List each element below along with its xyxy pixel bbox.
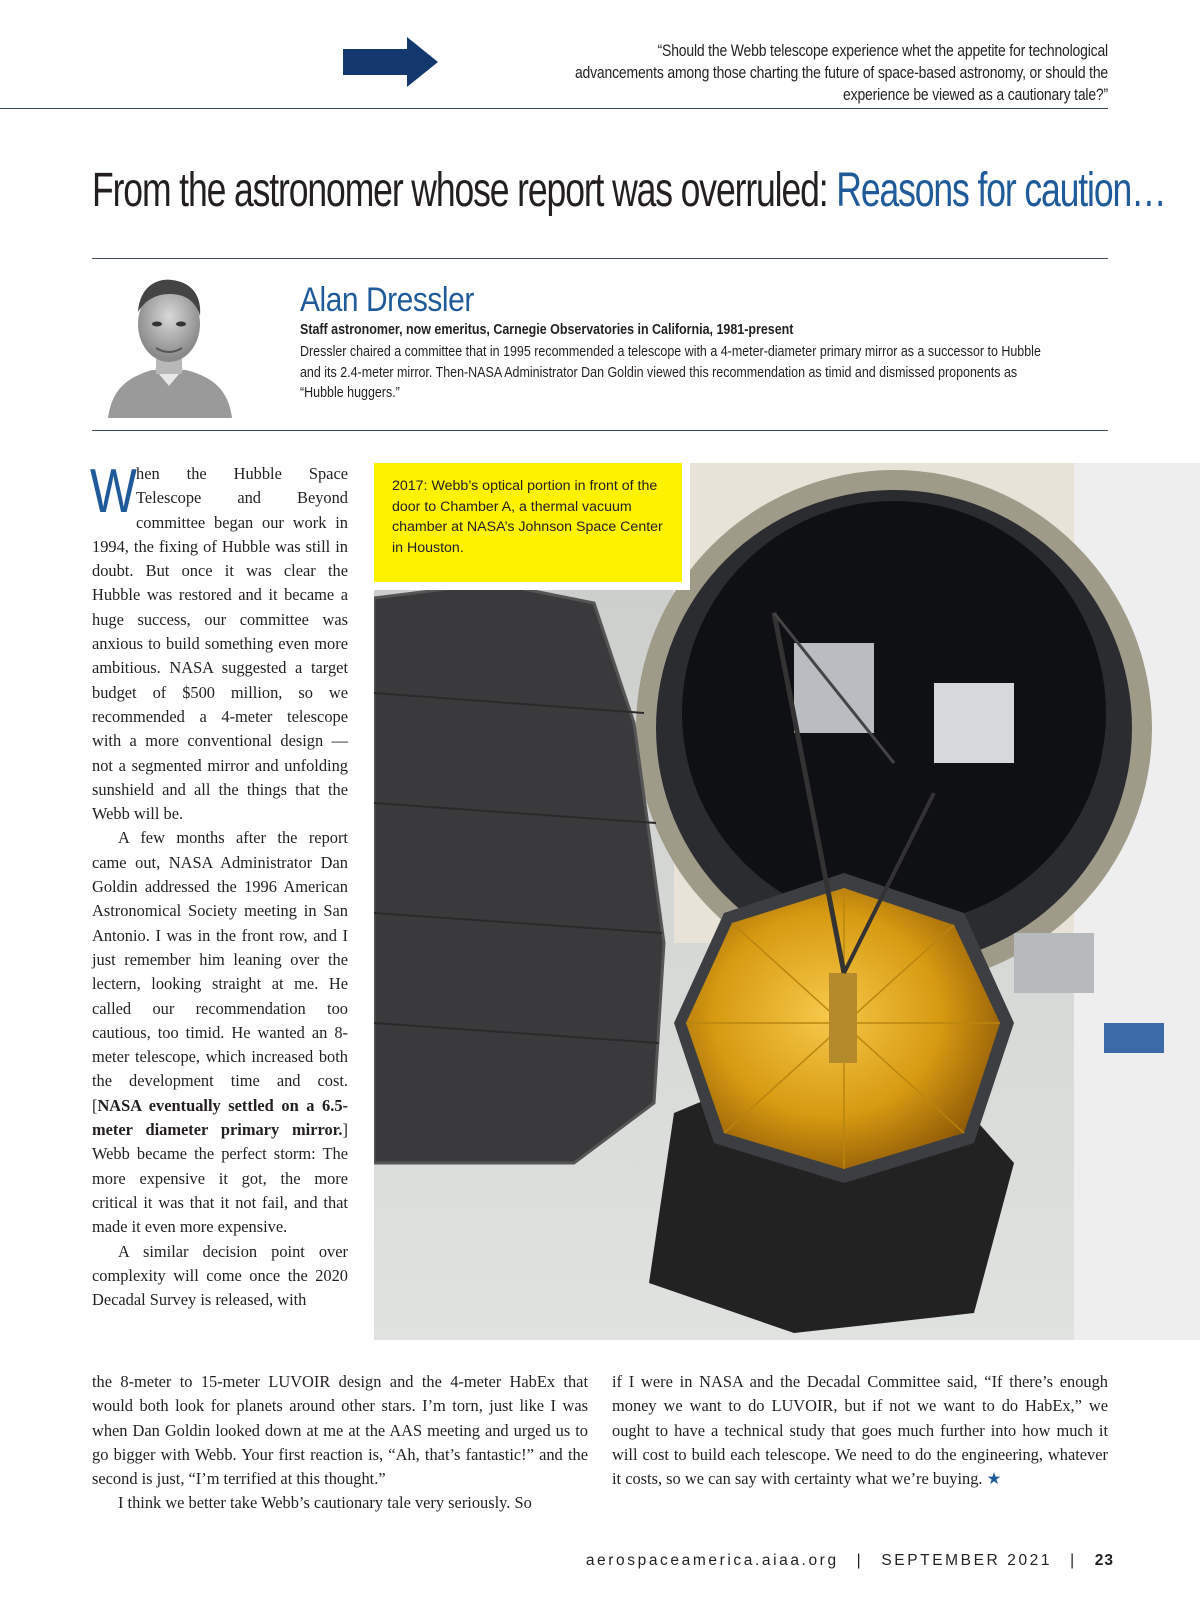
- headline-lead: From the astronomer whose report was overruled:: [92, 164, 837, 217]
- profile-top-divider: [92, 258, 1108, 259]
- headline-accent: Reasons for caution…: [836, 164, 1166, 217]
- footer-separator-2: |: [1070, 1552, 1077, 1569]
- profile-bio: Dressler chaired a committee that in 1995 recommended a telescope with a 4-meter-diameter primary mirror as a successor to Hubble and its 2.4-meter mirror. Then-NASA Administrator Dan Goldin viewed this recommendation as timid and dismissed proponents as “Hubble huggers.”: [300, 344, 1041, 401]
- page-footer: [586, 1552, 1114, 1570]
- footer-issue: SEPTEMBER 2021: [881, 1552, 1053, 1569]
- profile-bottom-divider: [92, 430, 1108, 431]
- editor-note: NASA eventually settled on a 6.5-meter diameter primary mirror.: [92, 1095, 348, 1140]
- paragraph-1: [90, 457, 348, 826]
- headline: [92, 163, 1166, 219]
- pull-quote: “Should the Webb telescope experience whet the appetite for technological advancements among those charting the future of space-based astronomy, or should the experience be viewed as a cautionary tale?”: [574, 41, 1108, 104]
- article-column-bottom-left: [92, 1370, 588, 1516]
- top-divider: [0, 108, 1108, 109]
- paragraph-3-start: A similar decision point over complexity will come once the 2020 Decadal Survey is released, with: [92, 1241, 348, 1310]
- paragraph-2: A few months after the report came out, NASA Administrator Dan Goldin addressed the 1996 American Astronomical Society meeting in San Antonio. I was in the front row, and I just remember him leaning over the lectern, looking straight at me. He called our recommendation too cautious, too timid. He wanted an 8-meter telescope, which increased both the development time and cost. [NASA eventually settled on a 6.5-meter diameter primary mirror.] Webb became the perfect storm: The more expensive it got, the more critical it was that it not fail, and that made it even more expensive.: [92, 828, 348, 1237]
- article-column-bottom-right: [612, 1370, 1108, 1491]
- profile-role: Staff astronomer, now emeritus, Carnegie Observatories in California, 1981-present: [300, 322, 794, 338]
- paragraph-4-continued: if I were in NASA and the Decadal Committee said, “If there’s enough money we want to do LUVOIR, but if not we want to do HabEx,” we ought to have a technical study that goes much further into how much it will cost to build each telescope. We need to do the engineering, whatever it costs, so we can say with certainty what we’re buying. ★: [612, 1372, 1108, 1489]
- portrait-photo: [104, 268, 234, 418]
- page-number: 23: [1094, 1552, 1114, 1569]
- profile-name: Alan Dressler: [300, 281, 474, 319]
- drop-cap: W: [90, 457, 137, 526]
- footer-site: aerospaceamerica.aiaa.org: [585, 1552, 839, 1569]
- footer-separator: |: [856, 1552, 864, 1569]
- photo-caption: 2017: Webb’s optical portion in front of the door to Chamber A, a thermal vacuum chamber at NASA’s Johnson Space Center in Houston.: [374, 463, 682, 582]
- paragraph-1-text: hen the Hubble Space Telescope and Beyond committee began our work in 1994, the fixing of Hubble was still in doubt. But once it was clear the Hubble was restored and it became a huge success, our committee was anxious to build something even more ambitious. NASA suggested a target budget of $500 million, so we recommended a 4-meter telescope with a more conventional design — not a segmented mirror and unfolding sunshield and all the things that the Webb will be.: [92, 464, 348, 824]
- paragraph-3-continued: the 8-meter to 15-meter LUVOIR design and the 4-meter HabEx that would both look for planets around other stars. I’m torn, just like I was when Dan Goldin looked down at me at the AAS meeting and urged us to go bigger with Webb. Your first reaction is, “Ah, that’s fantastic!” and the second is just, “I’m terrified at this thought.”: [92, 1372, 588, 1489]
- paragraph-4-start: I think we better take Webb’s cautionary tale very seriously. So: [118, 1493, 532, 1513]
- article-column-left: [90, 457, 348, 1312]
- webb-telescope-photo: [374, 463, 1200, 1340]
- arrow-icon: [343, 37, 438, 87]
- end-star-icon: ★: [986, 1469, 1002, 1489]
